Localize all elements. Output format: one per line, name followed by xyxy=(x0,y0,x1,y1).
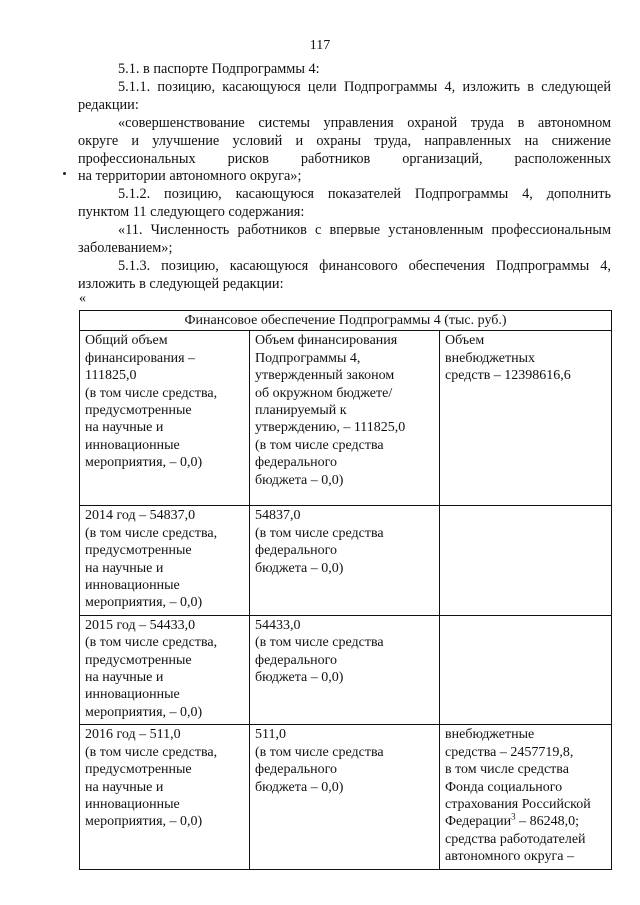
row-2014-budget xyxy=(250,506,440,615)
cell-line: утвержденный законом xyxy=(255,368,395,384)
header-cell-extrabudget xyxy=(440,331,612,506)
cell-line: инновационные xyxy=(85,578,180,594)
cell-line: 2016 год – 511,0 xyxy=(85,727,181,743)
paragraph-goal-line4: на территории автономного округа»; xyxy=(78,168,302,185)
cell-line: инновационные xyxy=(85,687,180,703)
table-caption-row xyxy=(80,311,612,331)
cell-line: 54433,0 xyxy=(255,617,301,633)
cell-line: (в том числе средства xyxy=(255,437,384,453)
cell-line: мероприятия, – 0,0) xyxy=(85,455,203,471)
cell-line: бюджета – 0,0) xyxy=(255,670,344,686)
cell-line: (в том числе средства xyxy=(255,744,384,760)
cell-line: Общий объем xyxy=(85,333,168,349)
row-2015-budget xyxy=(250,615,440,724)
paragraph-5-1-2-line2: пунктом 11 следующего содержания: xyxy=(78,204,305,221)
cell-line: 2015 год – 54433,0 xyxy=(85,617,196,633)
cell-line-with-footnote xyxy=(445,813,607,830)
paragraph-5-1-3-line1: 5.1.3. позицию, касающуюся финансового обеспечения Подпрограммы 4, xyxy=(118,257,611,274)
paragraph-5-1: 5.1. в паспорте Подпрограммы 4: xyxy=(118,61,320,77)
paragraph-goal-line1: «совершенствование системы управления охраной труда в автономном xyxy=(118,114,611,131)
cell-line: мероприятия, – 0,0) xyxy=(85,814,203,830)
stray-mark xyxy=(63,172,66,175)
cell-line: (в том числе средства, xyxy=(85,744,218,760)
cell-line: инновационные xyxy=(85,437,180,453)
cell-line: предусмотренные xyxy=(85,543,192,559)
row-2014-extrabudget xyxy=(440,506,612,615)
cell-line: на научные и xyxy=(85,560,164,576)
cell-line: инновационные xyxy=(85,796,180,812)
cell-line: автономного округа – xyxy=(445,849,574,865)
cell-text: Федерации xyxy=(445,814,512,830)
row-2015-extrabudget xyxy=(440,615,612,724)
cell-line: 54837,0 xyxy=(255,508,301,524)
cell-line: об окружном бюджете/ xyxy=(255,385,393,401)
cell-line: (в том числе средства xyxy=(255,525,384,541)
paragraph-goal-line3: профессиональных рисков работников организаций, расположенных xyxy=(78,150,611,167)
table-row-2016 xyxy=(80,725,612,869)
paragraph-5-1-1-line2: редакции: xyxy=(78,96,139,113)
paragraph-5-1-1-line1: 5.1.1. позицию, касающуюся цели Подпрограммы 4, изложить в следующей xyxy=(118,78,611,95)
cell-line: планируемый к xyxy=(255,403,347,419)
cell-line: федерального xyxy=(255,543,338,559)
row-2016-budget xyxy=(250,725,440,869)
row-2016-total xyxy=(80,725,250,869)
cell-line: Объем xyxy=(445,333,485,349)
cell-line: на научные и xyxy=(85,420,164,436)
cell-line: предусмотренные xyxy=(85,403,192,419)
cell-line: на научные и xyxy=(85,779,164,795)
cell-line: федерального xyxy=(255,762,338,778)
page-number: 117 xyxy=(309,38,331,53)
table-row-2014 xyxy=(80,506,612,615)
cell-line: 2014 год – 54837,0 xyxy=(85,508,196,524)
table-row-2015 xyxy=(80,615,612,724)
cell-line: федерального xyxy=(255,652,338,668)
cell-line: (в том числе средства, xyxy=(85,385,218,401)
cell-line: мероприятия, – 0,0) xyxy=(85,595,203,611)
cell-line: мероприятия, – 0,0) xyxy=(85,704,203,720)
cell-line: на научные и xyxy=(85,670,164,686)
cell-line: внебюджетных xyxy=(445,350,536,366)
cell-line: страхования Российской xyxy=(445,796,591,812)
cell-line: средства – 2457719,8, xyxy=(445,744,574,760)
cell-line: 111825,0 xyxy=(85,368,137,384)
cell-line: внебюджетные xyxy=(445,727,535,743)
cell-line: бюджета – 0,0) xyxy=(255,779,344,795)
table-header-row xyxy=(80,331,612,506)
row-2015-total xyxy=(80,615,250,724)
financing-table xyxy=(79,310,612,870)
paragraph-item11-line2: заболеванием»; xyxy=(78,240,173,257)
cell-line: Подпрограммы 4, xyxy=(255,350,361,366)
cell-line: средств – 12398616,6 xyxy=(445,368,571,384)
cell-line: 511,0 xyxy=(255,727,286,743)
cell-text: – 86248,0; xyxy=(515,814,580,830)
cell-line: (в том числе средства, xyxy=(85,525,218,541)
row-2014-total xyxy=(80,506,250,615)
header-cell-total xyxy=(80,331,250,506)
paragraph-item11-line1: «11. Численность работников с впервые установленным профессиональным xyxy=(118,222,611,239)
paragraph-5-1-3-line2: изложить в следующей редакции: xyxy=(78,275,284,292)
cell-line: предусмотренные xyxy=(85,762,192,778)
cell-line: (в том числе средства, xyxy=(85,635,218,651)
cell-line: Фонда социального xyxy=(445,779,563,795)
cell-line: Объем финансирования xyxy=(255,333,398,349)
row-2016-extrabudget xyxy=(440,725,612,869)
open-quote-mark: « xyxy=(79,291,86,306)
cell-line: финансирования – xyxy=(85,350,196,366)
cell-line: средства работодателей xyxy=(445,831,586,847)
paragraph-goal-line2: округе и улучшение условий и охраны труда, направленных на снижение xyxy=(78,132,611,149)
cell-line: в том числе средства xyxy=(445,762,569,778)
table-caption: Финансовое обеспечение Подпрограммы 4 (тыс. руб.) xyxy=(80,311,612,331)
cell-line: бюджета – 0,0) xyxy=(255,560,344,576)
cell-line: бюджета – 0,0) xyxy=(255,472,344,488)
header-cell-budget xyxy=(250,331,440,506)
body-text xyxy=(78,61,611,294)
paragraph-5-1-2-line1: 5.1.2. позицию, касающуюся показателей Подпрограммы 4, дополнить xyxy=(118,186,611,203)
cell-line: (в том числе средства xyxy=(255,635,384,651)
cell-line: утверждению, – 111825,0 xyxy=(255,420,406,436)
cell-line: федерального xyxy=(255,455,338,471)
footnote-marker: 3 xyxy=(511,811,516,822)
cell-line: предусмотренные xyxy=(85,652,192,668)
